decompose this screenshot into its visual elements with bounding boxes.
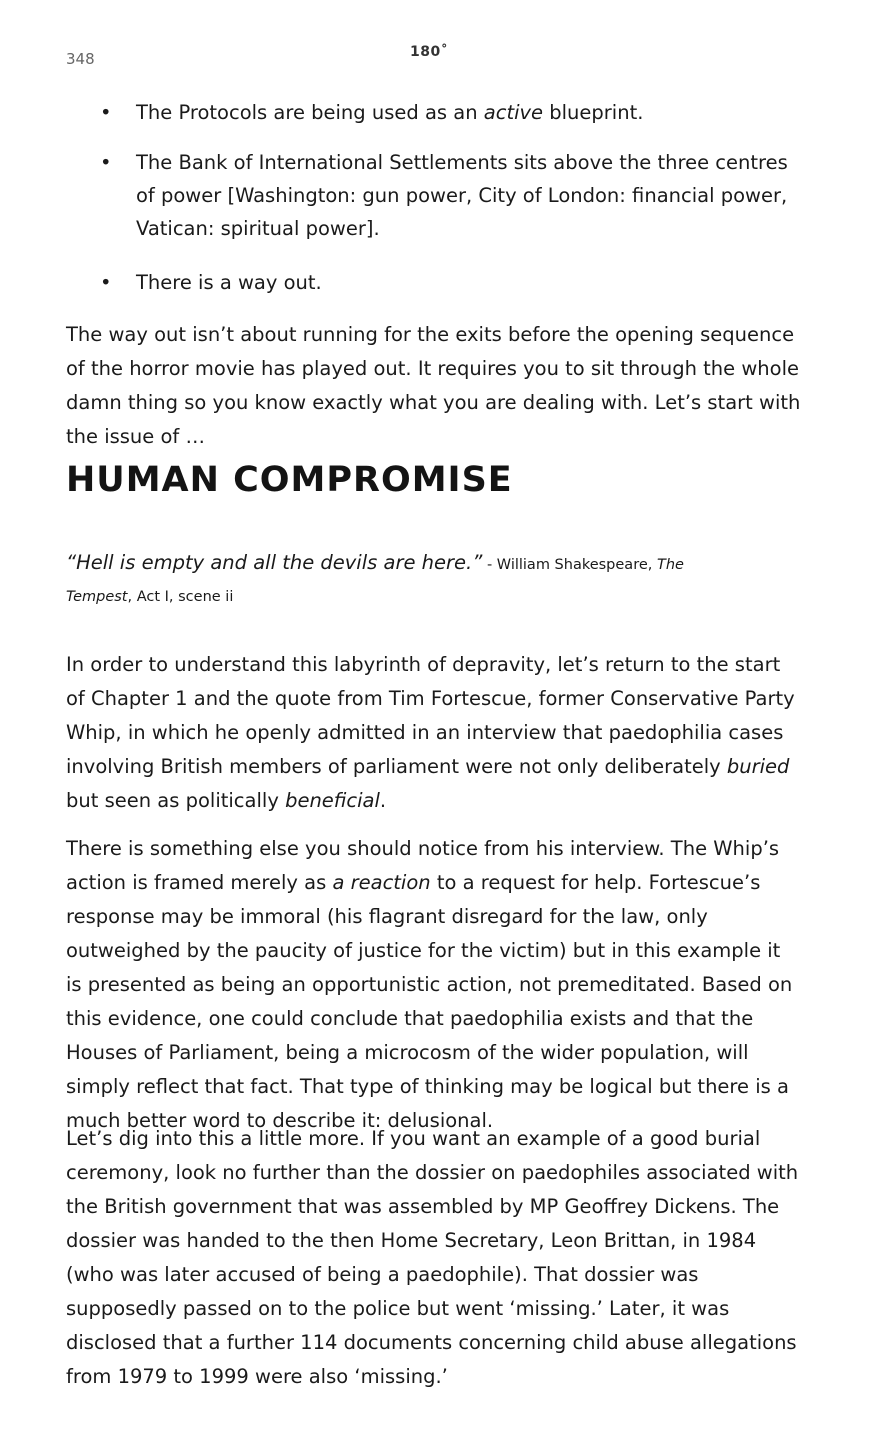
list-item <box>96 146 796 245</box>
paragraph-emphasis: a reaction <box>332 871 431 894</box>
bullet-text-emphasis: active <box>483 101 544 124</box>
bullet-icon: • <box>100 271 112 294</box>
section-heading: HUMAN COMPROMISE <box>66 460 513 500</box>
body-paragraph-3: Let’s dig into this a little more. If you want an example of a good burial ceremony, look no further than the dossier on paedophiles associated with the British government that was assembled by MP Geoffrey Dickens. The dossier was handed to the then Home Secretary, Leon Brittan, in 1984 (who was later accused of being a paedophile). That dossier was supposedly passed on to the police but went ‘missing.’ Later, it was disclosed that a further 114 documents concerning child abuse allegations from 1979 to 1999 were also ‘missing.’ <box>66 1127 799 1388</box>
bullet-icon: • <box>100 151 112 174</box>
body-paragraph-2 <box>66 832 802 1138</box>
bullet-text-after: blueprint. <box>543 101 644 124</box>
body-paragraph-1 <box>66 648 802 818</box>
paragraph-emphasis: buried <box>726 755 790 778</box>
epigraph-attribution-prefix: - William Shakespeare, <box>482 557 657 573</box>
bullet-text: The Bank of International Settlements sits above the three centres of power [Washington: gun power, City of London: financial power, Vatican: spiritual power]. <box>136 151 788 240</box>
bullet-list <box>96 96 796 316</box>
paragraph-emphasis: beneficial <box>285 789 380 812</box>
list-item <box>96 266 796 299</box>
paragraph-text: In order to understand this labyrinth of depravity, let’s return to the start of Chapter 1 and the quote from Tim Fortescue, former Conservative Party Whip, in which he openly admitted in an interview that paedophilia cases involving British members of parliament were not only deliberately <box>66 653 795 778</box>
epigraph <box>66 547 706 613</box>
epigraph-quote: “Hell is empty and all the devils are here.” <box>66 551 483 574</box>
paragraph-text: . <box>379 789 387 812</box>
running-head: 180˚ <box>410 44 449 60</box>
bullet-text-before: The Protocols are being used as an <box>136 101 484 124</box>
page-number: 348 <box>66 50 95 68</box>
epigraph-work-title: The Tempest <box>66 557 684 605</box>
epigraph-attribution-suffix: , Act I, scene ii <box>127 589 234 605</box>
intro-paragraph: The way out isn’t about running for the exits before the opening sequence of the horror movie has played out. It requires you to sit through the whole damn thing so you know exactly what you are dealing with. Let’s start with the issue of … <box>66 323 801 448</box>
paragraph-text: There is something else you should notice from his interview. The Whip’s action is framed merely as <box>66 837 780 894</box>
paragraph-text: to a request for help. Fortescue’s response may be immoral (his flagrant disregard for the law, only outweighed by the paucity of justice for the victim) but in this example it is presented as being an opportunistic action, not premeditated. Based on this evidence, one could conclude that paedophilia exists and that the Houses of Parliament, being a microcosm of the wider population, will simply reflect that fact. That type of thinking may be logical but there is a much better word to describe it: delusional. <box>66 871 793 1132</box>
bullet-text: There is a way out. <box>136 271 322 294</box>
bullet-icon: • <box>100 101 112 124</box>
list-item <box>96 96 796 129</box>
paragraph-text: but seen as politically <box>66 789 286 812</box>
